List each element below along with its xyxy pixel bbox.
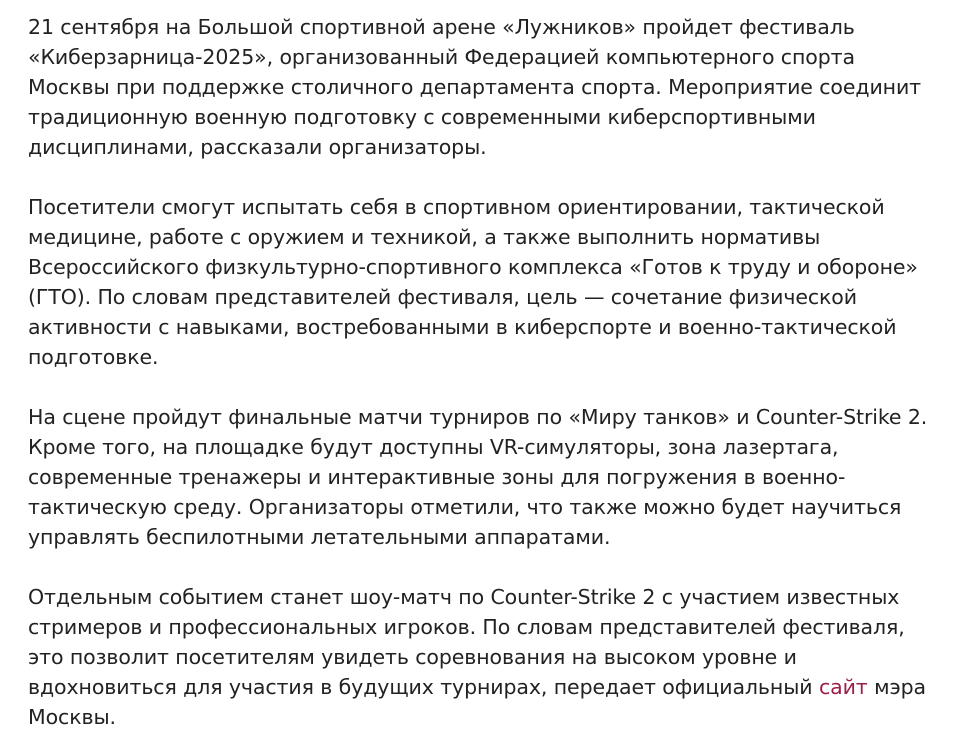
- paragraph-1: 21 сентября на Большой спортивной арене «Лужников» пройдет фестиваль «Киберзарница-2025», организованный Федерацией компьютерного спорта Москвы при поддержке столичного департамента спорта. Мероприятие соединит традиционную военную подготовку с современными киберспортивными дисциплинами, рассказали организаторы.: [28, 15, 922, 159]
- paragraph-2: Посетители смогут испытать себя в спортивном ориентировании, тактической медицине, работе с оружием и техникой, а также выполнить нормативы Всероссийского физкультурно-спортивного комплекса «Готов к труду и обороне» (ГТО). По словам представителей фестиваля, цель — сочетание физической активности с навыками, востребованными в киберспорте и военно-тактической подготовке.: [28, 195, 918, 369]
- article-body: [28, 12, 933, 732]
- paragraph-3: На сцене пройдут финальные матчи турниров по «Миру танков» и Counter-Strike 2. Кроме того, на площадке будут доступны VR-симуляторы, зона лазертага, современные тренажеры и интерактивные зоны для погружения в военно-тактическую среду. Организаторы отметили, что также можно будет научиться управлять беспилотными летательными аппаратами.: [28, 405, 928, 549]
- paragraph-4-text-before-link: Отдельным событием станет шоу-матч по Counter-Strike 2 с участием известных стримеров и профессиональных игроков. По словам представителей фестиваля, это позволит посетителям увидеть соревнования на высоком уровне и вдохновиться для участия в будущих турнирах, передает официальный: [28, 585, 905, 699]
- mayor-site-link[interactable]: сайт: [818, 675, 868, 699]
- paragraph-4: [28, 582, 933, 732]
- paragraph-4-text-after-link: мэра Москвы.: [28, 675, 926, 729]
